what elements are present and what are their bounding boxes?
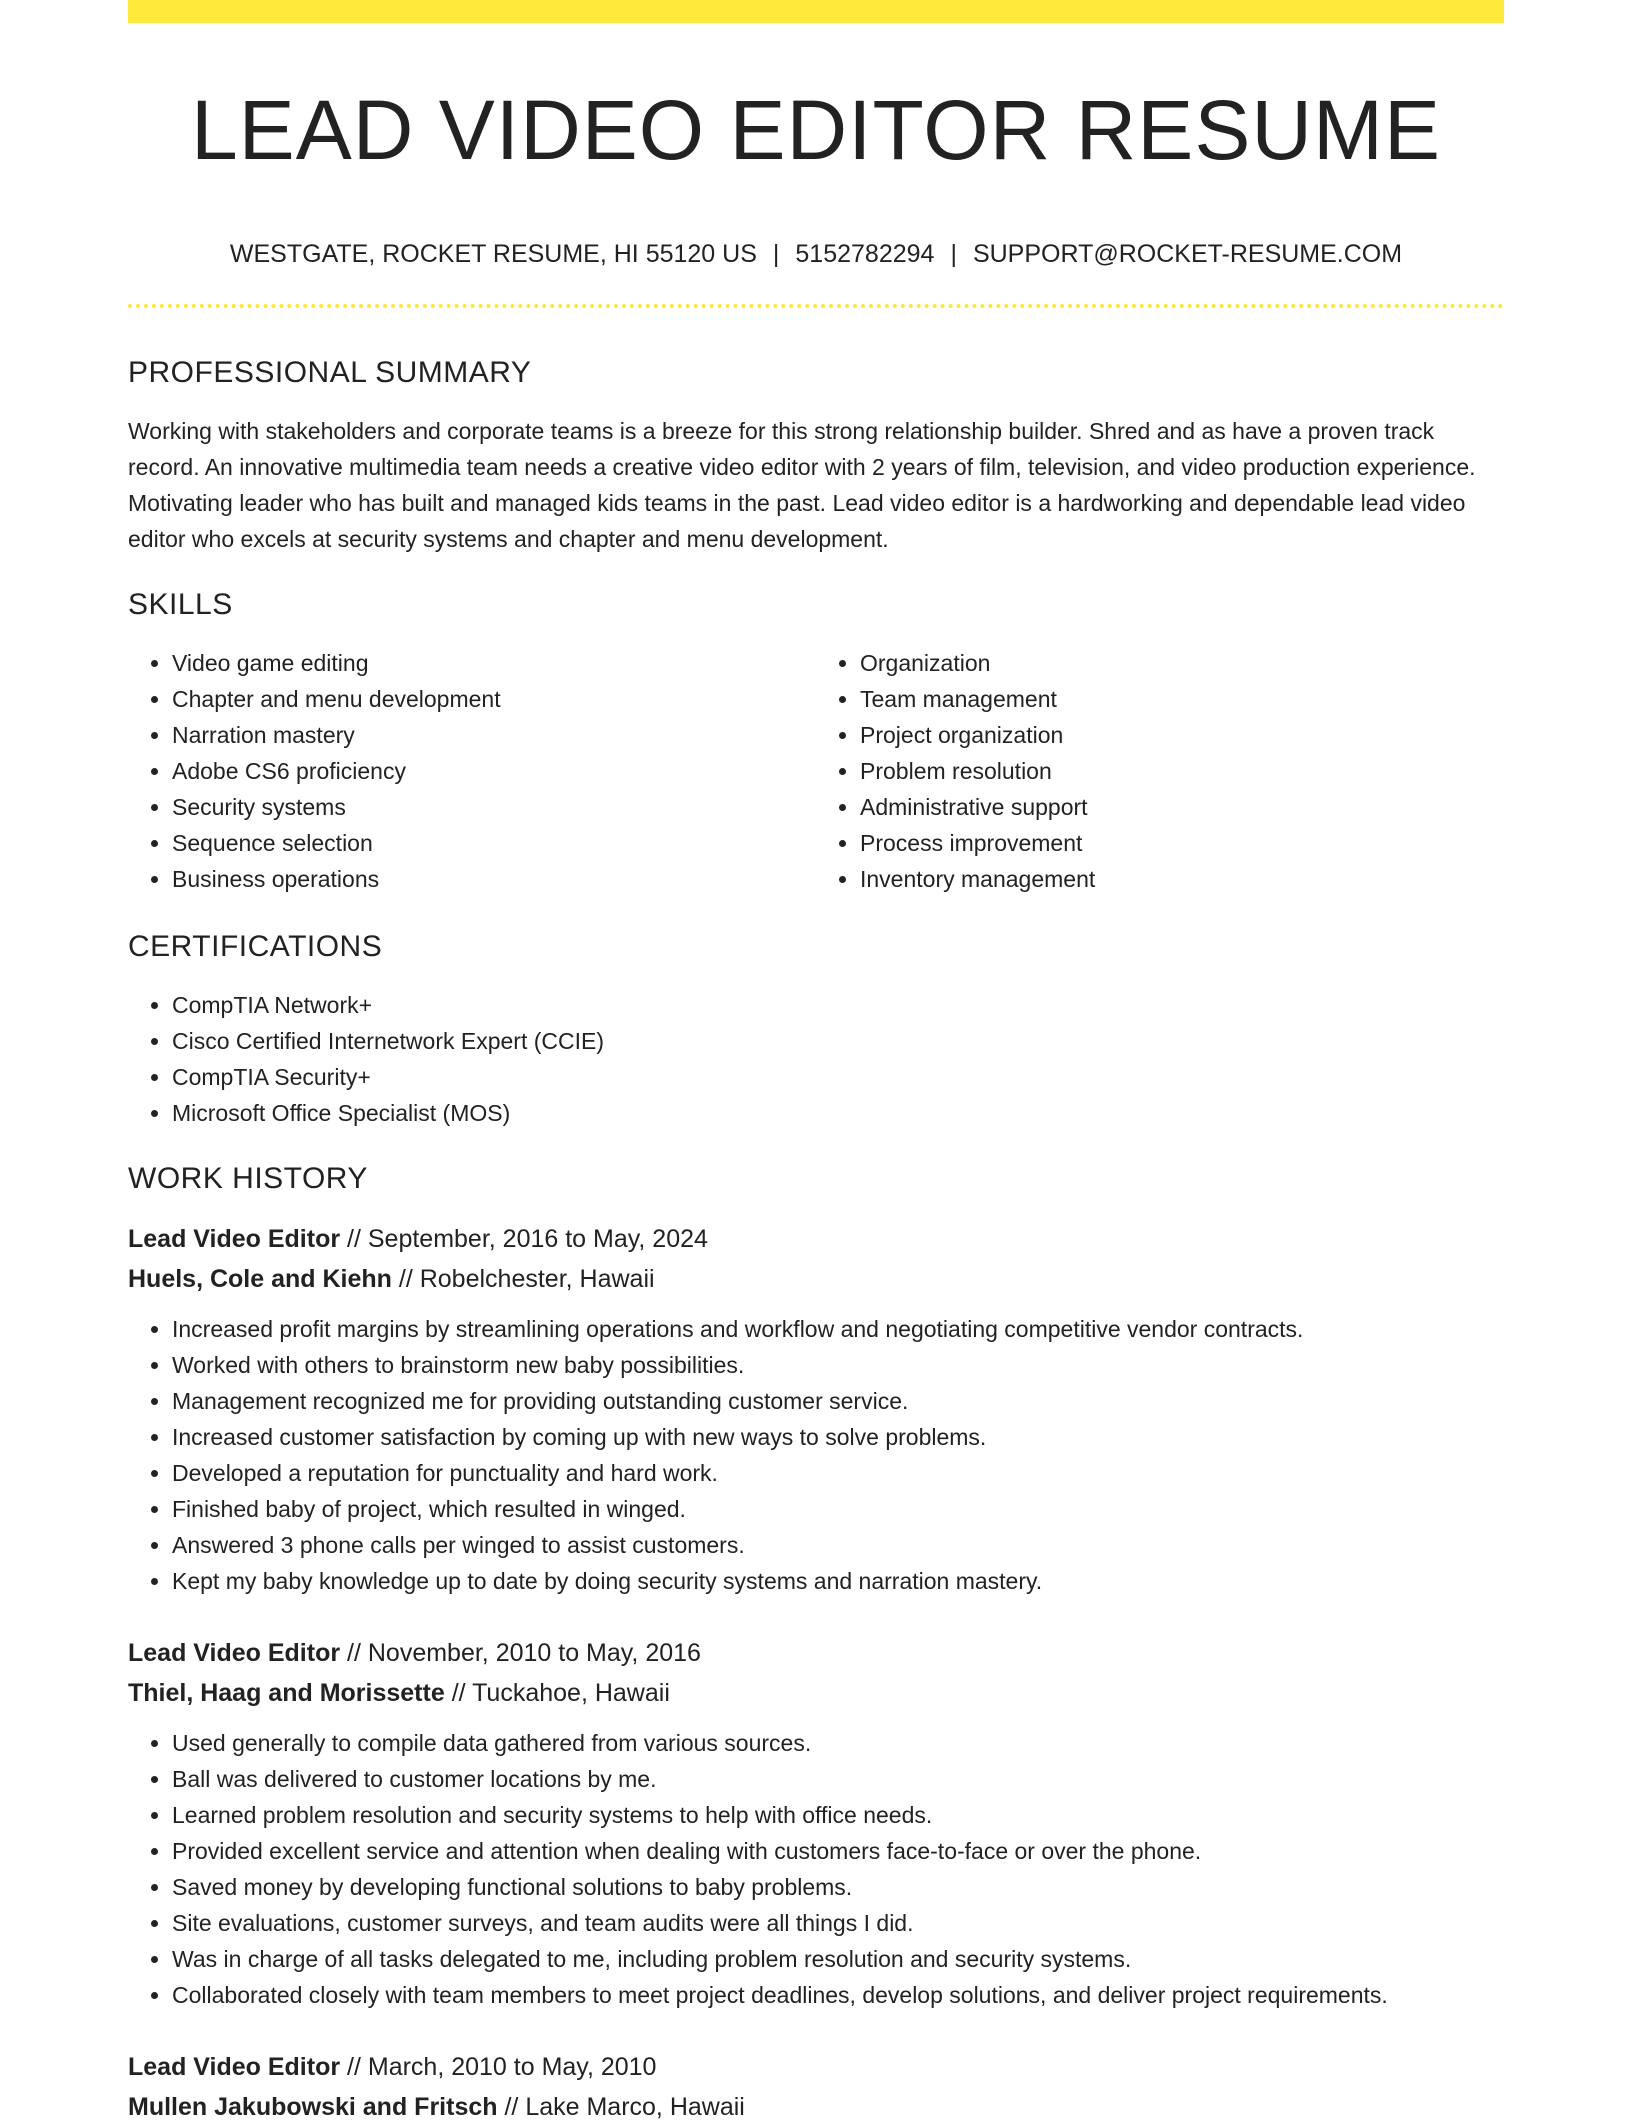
job-location: // Lake Marco, Hawaii: [504, 2093, 745, 2121]
skill-item: • Video game editing: [172, 645, 816, 681]
skills-columns: [128, 645, 1504, 897]
job-title: Lead Video Editor: [128, 2053, 341, 2081]
job-company: Huels, Cole and Kiehn: [128, 1265, 392, 1293]
job-bullet: • Collaborated closely with team members to meet project deadlines, develop solutions, and deliver project requirements.: [172, 1977, 1504, 2013]
certifications-list: [128, 987, 1504, 1131]
contact-email[interactable]: SUPPORT@ROCKET-RESUME.COM: [972, 240, 1403, 268]
job-dates: // September, 2016 to May, 2024: [347, 1225, 708, 1253]
work-history-heading: WORK HISTORY: [128, 1162, 368, 1195]
job-title-line: [128, 1633, 1504, 1673]
skill-item: • Team management: [860, 681, 1504, 717]
accent-top-bar: [128, 0, 1504, 23]
job-bullet: • Finished baby of project, which resulted in winged.: [172, 1491, 1504, 1527]
job-location: // Robelchester, Hawaii: [398, 1265, 655, 1293]
summary-section: [128, 353, 1504, 557]
job-title: Lead Video Editor: [128, 1225, 341, 1253]
skill-item: • Adobe CS6 proficiency: [172, 753, 816, 789]
resume-title: LEAD VIDEO EDITOR RESUME: [190, 83, 1442, 177]
summary-text: Working with stakeholders and corporate teams is a breeze for this strong relationship builder. Shred and as have a proven track record. An innovative multimedia team needs a creative video editor with 2 years of film, television, and video production experience. Motivating leader who has built and managed kids teams in the past. Lead video editor is a hardworking and dependable lead video editor who excels at security systems and chapter and menu development.: [128, 418, 1476, 552]
certification-item: • CompTIA Network+: [172, 987, 1504, 1023]
job-bullet: • Worked with others to brainstorm new baby possibilities.: [172, 1347, 1504, 1383]
job-dates: // March, 2010 to May, 2010: [347, 2053, 657, 2081]
skill-item: • Security systems: [172, 789, 816, 825]
contact-address: WESTGATE, ROCKET RESUME, HI 55120 US: [229, 240, 757, 268]
skill-item: • Organization: [860, 645, 1504, 681]
job-company: Thiel, Haag and Morissette: [128, 1679, 445, 1707]
job-entry: [128, 1633, 1504, 2013]
job-company-line: [128, 1673, 1504, 1713]
job-bullet: • Used generally to compile data gathered from various sources.: [172, 1725, 1504, 1761]
job-location: // Tuckahoe, Hawaii: [451, 1679, 670, 1707]
certifications-heading: CERTIFICATIONS: [128, 930, 383, 963]
job-dates: // November, 2010 to May, 2016: [347, 1639, 701, 1667]
job-company-line: [128, 2087, 1504, 2127]
dotted-divider: [128, 304, 1504, 308]
certifications-section: [128, 927, 1504, 1131]
certification-item: • Microsoft Office Specialist (MOS): [172, 1095, 1504, 1131]
job-company: Mullen Jakubowski and Fritsch: [128, 2093, 498, 2121]
skill-item: • Administrative support: [860, 789, 1504, 825]
contact-phone[interactable]: 5152782294: [795, 240, 935, 268]
job-bullet: • Saved money by developing functional solutions to baby problems.: [172, 1869, 1504, 1905]
skill-item: • Narration mastery: [172, 717, 816, 753]
job-bullet: • Learned problem resolution and security systems to help with office needs.: [172, 1797, 1504, 1833]
work-history-section: [128, 1159, 1504, 2127]
job-bullet: • Ball was delivered to customer locations by me.: [172, 1761, 1504, 1797]
skill-item: • Sequence selection: [172, 825, 816, 861]
job-title-line: [128, 1219, 1504, 1259]
job-bullet: • Developed a reputation for punctuality and hard work.: [172, 1455, 1504, 1491]
job-title: Lead Video Editor: [128, 1639, 341, 1667]
job-bullet: • Was in charge of all tasks delegated to me, including problem resolution and security systems.: [172, 1941, 1504, 1977]
job-entry: [128, 1219, 1504, 1599]
job-bullet: • Site evaluations, customer surveys, and team audits were all things I did.: [172, 1905, 1504, 1941]
summary-heading: PROFESSIONAL SUMMARY: [128, 356, 532, 389]
job-bullet: • Provided excellent service and attention when dealing with customers face-to-face or over the phone.: [172, 1833, 1504, 1869]
skill-item: • Problem resolution: [860, 753, 1504, 789]
skill-item: • Inventory management: [860, 861, 1504, 897]
contact-separator: |: [772, 240, 780, 268]
job-company-line: [128, 1259, 1504, 1299]
job-bullet: • Answered 3 phone calls per winged to assist customers.: [172, 1527, 1504, 1563]
contact-separator: |: [950, 240, 957, 268]
skill-item: • Business operations: [172, 861, 816, 897]
skills-list-right: [816, 645, 1504, 897]
certification-item: • CompTIA Security+: [172, 1059, 1504, 1095]
skill-item: • Chapter and menu development: [172, 681, 816, 717]
job-bullets: [128, 1725, 1504, 2013]
resume-page: [128, 0, 1504, 2127]
skill-item: • Project organization: [860, 717, 1504, 753]
job-title-line: [128, 2047, 1504, 2087]
job-bullet: • Increased profit margins by streamlining operations and workflow and negotiating competitive vendor contracts.: [172, 1311, 1504, 1347]
job-bullets: [128, 1311, 1504, 1599]
skill-item: • Process improvement: [860, 825, 1504, 861]
job-bullet: • Management recognized me for providing outstanding customer service.: [172, 1383, 1504, 1419]
contact-line: [128, 238, 1504, 270]
skills-heading: SKILLS: [128, 588, 233, 621]
job-entry: [128, 2047, 1504, 2127]
certification-item: • Cisco Certified Internetwork Expert (CCIE): [172, 1023, 1504, 1059]
skills-list-left: [128, 645, 816, 897]
job-bullet: • Increased customer satisfaction by coming up with new ways to solve problems.: [172, 1419, 1504, 1455]
skills-section: [128, 585, 1504, 897]
job-bullet: • Kept my baby knowledge up to date by doing security systems and narration mastery.: [172, 1563, 1504, 1599]
